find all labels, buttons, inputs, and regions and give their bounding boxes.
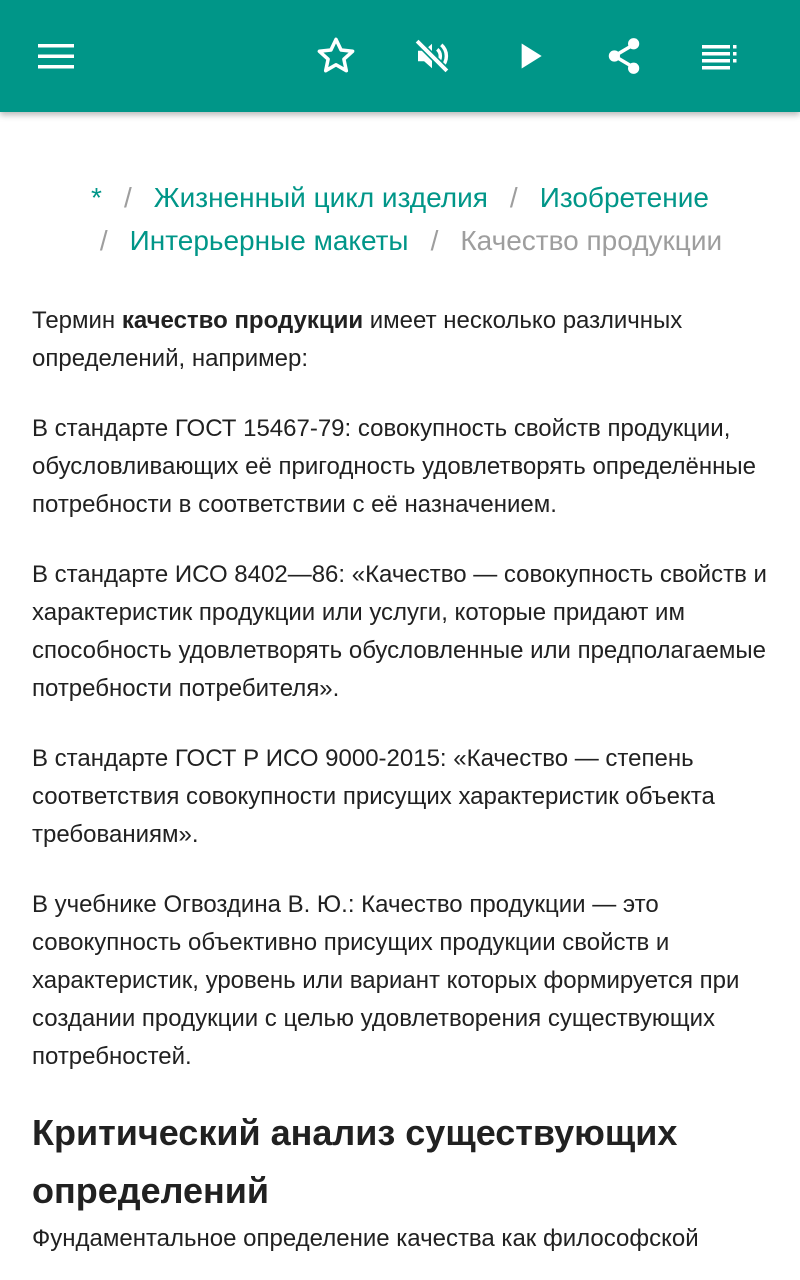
section-heading: Критический анализ существующих определений bbox=[32, 1112, 678, 1211]
intro-term-bold: качество продукции bbox=[121, 307, 364, 334]
star-outline-icon bbox=[315, 35, 357, 77]
breadcrumb-separator: / bbox=[123, 182, 132, 213]
contents-button[interactable] bbox=[688, 24, 752, 88]
definition-paragraph-iso-8402: В стандарте ИСО 8402—86: «Качество — совокупность свойств и характеристик продукции или услуги, которые придают им способность удовлетворять обусловленные или предполагаемые потребности потребителя». bbox=[32, 561, 767, 702]
top-app-bar bbox=[0, 0, 800, 112]
breadcrumb-link-interior-models[interactable]: Интерьерные макеты bbox=[129, 225, 409, 256]
breadcrumb-separator: / bbox=[99, 225, 108, 256]
share-icon bbox=[603, 35, 645, 77]
favorite-button[interactable] bbox=[304, 24, 368, 88]
share-button[interactable] bbox=[592, 24, 656, 88]
definition-paragraph-iso-9000: В стандарте ГОСТ Р ИСО 9000-2015: «Качество — степень соответствия совокупности присущих характеристик объекта требованиям». bbox=[32, 745, 715, 848]
menu-button[interactable] bbox=[24, 24, 88, 88]
sound-toggle-button[interactable] bbox=[400, 24, 464, 88]
definition-paragraph-textbook: В учебнике Огвоздина В. Ю.: Качество продукции — это совокупность объективно присущих продукции свойств и характеристик, уровень или вариант которых формируется при создании продукции с целью удовлетворения существующих потребностей. bbox=[32, 891, 740, 1070]
breadcrumb-link-invention[interactable]: Изобретение bbox=[539, 182, 709, 213]
play-icon bbox=[510, 36, 550, 76]
volume-off-icon bbox=[411, 35, 453, 77]
breadcrumb-separator: / bbox=[430, 225, 439, 256]
definition-paragraph-gost: В стандарте ГОСТ 15467-79: совокупность свойств продукции, обусловливающих её пригодность удовлетворять определённые потребности в соответствии с её назначением. bbox=[32, 415, 756, 518]
breadcrumb-separator: / bbox=[509, 182, 518, 213]
article-content bbox=[32, 112, 768, 1258]
hamburger-menu-icon bbox=[36, 36, 76, 76]
section-paragraph-truncated: Фундаментальное определение качества как философской bbox=[32, 1225, 699, 1252]
intro-text-after: имеет несколько различных определений, например: bbox=[32, 307, 683, 372]
breadcrumb bbox=[32, 176, 768, 262]
play-button[interactable] bbox=[498, 24, 562, 88]
breadcrumb-current: Качество продукции bbox=[460, 225, 723, 256]
breadcrumb-root-link[interactable]: * bbox=[91, 182, 102, 213]
intro-text-before: Термин bbox=[32, 307, 122, 334]
breadcrumb-link-lifecycle[interactable]: Жизненный цикл изделия bbox=[153, 182, 488, 213]
intro-paragraph bbox=[32, 302, 768, 378]
table-of-contents-icon bbox=[700, 36, 740, 76]
